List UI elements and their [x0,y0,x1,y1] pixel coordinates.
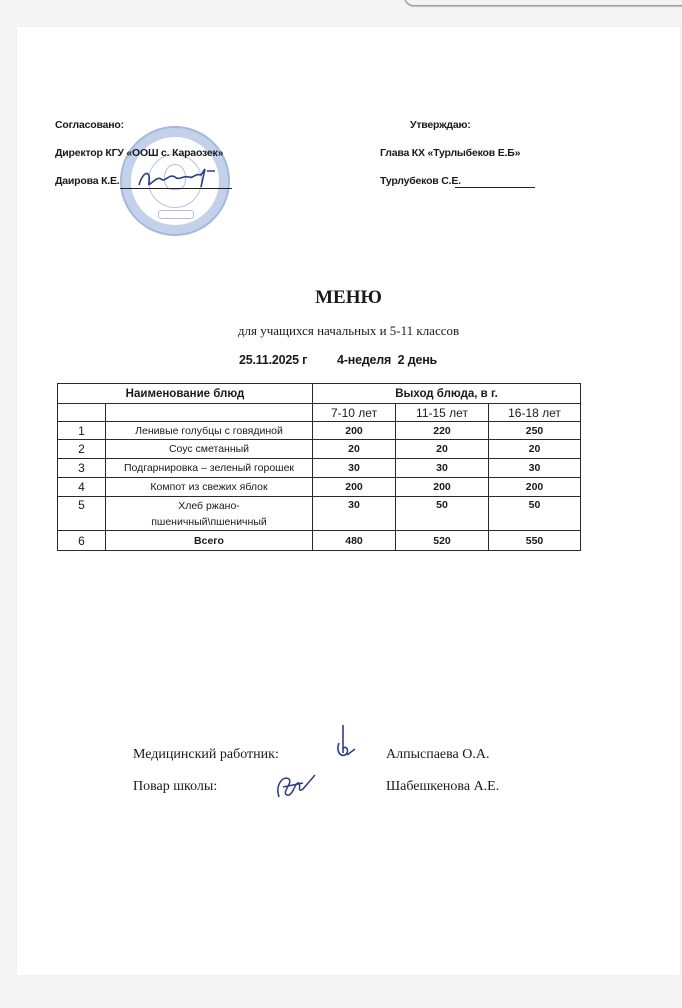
table-header-row [58,384,581,404]
cook-name: Шабешкенова А.Е. [386,779,500,794]
table-row [58,422,581,440]
table-row [58,497,581,531]
value-7-10: 20 [313,440,396,459]
medic-label: Медицинский работник: [133,747,279,762]
value-16-18: 200 [489,478,581,497]
window-edge [404,0,682,6]
menu-table [57,383,581,551]
head-line: Глава КХ «Турлыбеков Е.Б» [380,147,521,159]
value-16-18: 50 [489,497,581,531]
value-16-18: 20 [489,440,581,459]
dish-name: Компот из свежих яблок [106,478,313,497]
dish-name: Всего [106,531,313,551]
cook-label: Повар школы: [133,779,218,794]
right-signature-line [455,187,535,188]
dish-name [106,497,313,531]
row-number: 1 [58,422,106,440]
dish-name: Ленивые голубцы с говядиной [106,422,313,440]
table-row [58,478,581,497]
empty-cell [58,404,106,422]
value-11-15: 50 [396,497,489,531]
header-output: Выход блюда, в г. [313,384,581,404]
cook-signature-icon [273,771,319,801]
value-11-15: 30 [396,459,489,478]
dish-name-line-2: пшеничный\пшеничный [151,515,267,528]
row-number: 4 [58,478,106,497]
value-16-18: 550 [489,531,581,551]
value-11-15: 520 [396,531,489,551]
age-group-11-15: 11-15 лет [396,404,489,422]
page-title: МЕНЮ [315,287,382,308]
row-number: 2 [58,440,106,459]
value-7-10: 200 [313,422,396,440]
value-7-10: 200 [313,478,396,497]
table-age-row [58,404,581,422]
row-number: 5 [58,497,106,531]
medic-name: Алпыспаева О.А. [386,747,490,762]
age-group-7-10: 7-10 лет [313,404,396,422]
menu-date: 25.11.2025 г [239,353,308,367]
value-7-10: 30 [313,497,396,531]
empty-cell [106,404,313,422]
table-row [58,459,581,478]
value-16-18: 30 [489,459,581,478]
table-row-total [58,531,581,551]
left-signer-name: Даирова К.Е. [55,175,120,187]
subtitle: для учащихся начальных и 5-11 классов [237,323,460,338]
value-11-15: 200 [396,478,489,497]
header-dish-name: Наименование блюд [58,384,313,404]
dish-name: Подгарнировка – зеленый горошек [106,459,313,478]
value-7-10: 30 [313,459,396,478]
approve-label: Утверждаю: [410,119,471,131]
medic-signature-icon [335,723,359,765]
row-number: 3 [58,459,106,478]
value-11-15: 220 [396,422,489,440]
stamp-base [158,210,194,219]
dish-name: Соус сметанный [106,440,313,459]
director-signature-icon [135,165,225,191]
dish-name-line-1: Хлеб ржано- [178,499,240,512]
value-16-18: 250 [489,422,581,440]
table-row [58,440,581,459]
week-day: 4-неделя 2 день [337,353,438,367]
agreed-label: Согласовано: [55,119,124,131]
right-signer-name: Турлубеков С.Е. [380,175,461,187]
director-line: Директор КГУ «ООШ с. Караозек» [55,147,224,159]
value-7-10: 480 [313,531,396,551]
age-group-16-18: 16-18 лет [489,404,581,422]
document-page [17,27,680,975]
row-number: 6 [58,531,106,551]
value-11-15: 20 [396,440,489,459]
